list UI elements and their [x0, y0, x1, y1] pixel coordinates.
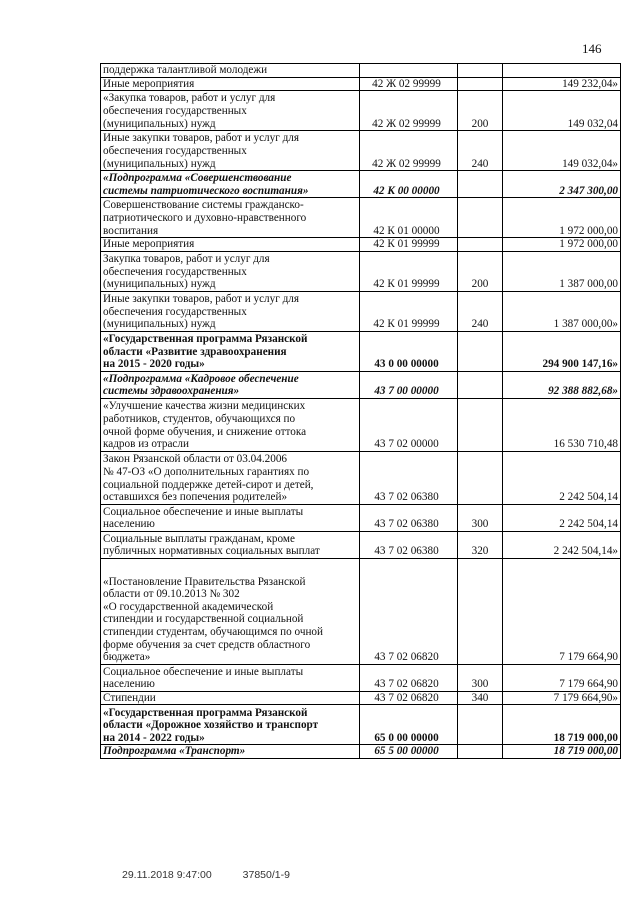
row-code-cell: 43 7 02 06380	[360, 504, 458, 531]
row-type-cell	[458, 77, 503, 91]
row-type-cell	[458, 238, 503, 252]
row-name-cell: Совершенствование системы гражданско- патриотического и духовно-нравственного воспитания	[101, 198, 360, 238]
row-amount-cell: 149 032,04	[503, 91, 621, 131]
row-code-cell: 43 0 00 00000	[360, 331, 458, 371]
row-name-cell: Иные закупки товаров, работ и услуг для обеспечения государственных (муниципальных) нужд	[101, 291, 360, 331]
table-row	[101, 77, 621, 91]
row-code-cell: 42 Ж 02 99999	[360, 91, 458, 131]
row-amount-cell: 1 387 000,00	[503, 251, 621, 291]
row-type-cell	[458, 331, 503, 371]
row-amount-cell: 92 388 882,68»	[503, 371, 621, 398]
row-code-cell: 43 7 00 00000	[360, 371, 458, 398]
row-amount-cell: 1 972 000,00	[503, 238, 621, 252]
row-type-cell: 300	[458, 504, 503, 531]
row-code-cell: 43 7 02 00000	[360, 398, 458, 451]
row-name-cell: Социальные выплаты гражданам, кроме публичных нормативных социальных выплат	[101, 531, 360, 558]
table-row	[101, 371, 621, 398]
row-code-cell: 43 7 02 06820	[360, 664, 458, 691]
row-type-cell	[458, 451, 503, 504]
row-amount-cell: 18 719 000,00	[503, 745, 621, 759]
row-amount-cell: 1 972 000,00	[503, 198, 621, 238]
row-type-cell: 300	[458, 664, 503, 691]
table-row	[101, 451, 621, 504]
row-name-cell: «Подпрограмма «Совершенствование системы патриотического воспитания»	[101, 171, 360, 198]
footer-timestamp: 29.11.2018 9:47:00	[122, 869, 212, 881]
table-row	[101, 198, 621, 238]
table-row	[101, 504, 621, 531]
row-code-cell: 42 К 01 99999	[360, 238, 458, 252]
row-amount-cell: 16 530 710,48	[503, 398, 621, 451]
row-amount-cell: 2 347 300,00	[503, 171, 621, 198]
row-type-cell	[458, 705, 503, 745]
row-name-cell: Иные мероприятия	[101, 238, 360, 252]
row-type-cell: 340	[458, 691, 503, 705]
table-row	[101, 291, 621, 331]
row-amount-cell: 1 387 000,00»	[503, 291, 621, 331]
table-row	[101, 91, 621, 131]
table-row	[101, 171, 621, 198]
table-row	[101, 705, 621, 745]
row-name-cell: Иные мероприятия	[101, 77, 360, 91]
table-row	[101, 691, 621, 705]
table-row	[101, 64, 621, 78]
row-name-cell: Стипендии	[101, 691, 360, 705]
row-name-cell: Социальное обеспечение и иные выплаты населению	[101, 504, 360, 531]
table-row	[101, 558, 621, 664]
row-code-cell: 65 0 00 00000	[360, 705, 458, 745]
row-type-cell: 200	[458, 251, 503, 291]
row-name-cell: «Постановление Правительства Рязанской области от 09.10.2013 № 302 «О государственной академической стипендии и государственной социальной стипендии студентам, обучающимся по очной форме обучения за счет средств областного бюджета»	[101, 558, 360, 664]
row-type-cell	[458, 745, 503, 759]
row-amount-cell: 149 032,04»	[503, 131, 621, 171]
row-code-cell: 42 К 00 00000	[360, 171, 458, 198]
row-code-cell: 43 7 02 06820	[360, 558, 458, 664]
row-type-cell: 240	[458, 291, 503, 331]
row-amount-cell: 2 242 504,14	[503, 451, 621, 504]
row-type-cell	[458, 198, 503, 238]
row-amount-cell: 2 242 504,14»	[503, 531, 621, 558]
row-amount-cell: 294 900 147,16»	[503, 331, 621, 371]
row-code-cell: 42 К 01 00000	[360, 198, 458, 238]
table-row	[101, 238, 621, 252]
row-name-cell: «Улучшение качества жизни медицинских работников, студентов, обучающихся по очной форме обучения, и снижение оттока кадров из отрасли	[101, 398, 360, 451]
row-code-cell: 43 7 02 06820	[360, 691, 458, 705]
row-name-cell: Закупка товаров, работ и услуг для обеспечения государственных (муниципальных) нужд	[101, 251, 360, 291]
table-row	[101, 331, 621, 371]
row-name-cell: «Подпрограмма «Кадровое обеспечение системы здравоохранения»	[101, 371, 360, 398]
table-row	[101, 745, 621, 759]
row-name-cell: Иные закупки товаров, работ и услуг для обеспечения государственных (муниципальных) нужд	[101, 131, 360, 171]
row-name-cell: поддержка талантливой молодежи	[101, 64, 360, 78]
row-type-cell	[458, 558, 503, 664]
row-amount-cell: 7 179 664,90	[503, 664, 621, 691]
row-amount-cell: 7 179 664,90»	[503, 691, 621, 705]
row-code-cell: 43 7 02 06380	[360, 531, 458, 558]
table-row	[101, 251, 621, 291]
table-row	[101, 398, 621, 451]
footer-doc-id: 37850/1-9	[242, 869, 290, 881]
table-row	[101, 531, 621, 558]
table-row	[101, 664, 621, 691]
row-amount-cell: 2 242 504,14	[503, 504, 621, 531]
budget-table	[100, 63, 621, 759]
row-code-cell	[360, 64, 458, 78]
row-name-cell: Социальное обеспечение и иные выплаты населению	[101, 664, 360, 691]
row-type-cell: 240	[458, 131, 503, 171]
page-number: 146	[582, 41, 602, 56]
row-name-cell: Подпрограмма «Транспорт»	[101, 745, 360, 759]
row-type-cell	[458, 171, 503, 198]
row-name-cell: «Государственная программа Рязанской области «Дорожное хозяйство и транспорт на 2014 - 2022 годы»	[101, 705, 360, 745]
row-code-cell: 42 К 01 99999	[360, 291, 458, 331]
row-amount-cell	[503, 64, 621, 78]
row-code-cell: 65 5 00 00000	[360, 745, 458, 759]
row-type-cell: 320	[458, 531, 503, 558]
row-amount-cell: 18 719 000,00	[503, 705, 621, 745]
row-type-cell	[458, 64, 503, 78]
row-type-cell	[458, 398, 503, 451]
table-row	[101, 131, 621, 171]
row-code-cell: 43 7 02 06380	[360, 451, 458, 504]
row-amount-cell: 149 232,04»	[503, 77, 621, 91]
footer	[122, 869, 318, 881]
row-type-cell: 200	[458, 91, 503, 131]
row-code-cell: 42 Ж 02 99999	[360, 131, 458, 171]
row-code-cell: 42 К 01 99999	[360, 251, 458, 291]
row-code-cell: 42 Ж 02 99999	[360, 77, 458, 91]
row-name-cell: «Государственная программа Рязанской области «Развитие здравоохранения на 2015 - 2020 годы»	[101, 331, 360, 371]
row-name-cell: Закон Рязанской области от 03.04.2006 № 47-ОЗ «О дополнительных гарантиях по социальной поддержке детей-сирот и детей, оставшихся без попечения родителей»	[101, 451, 360, 504]
row-name-cell: «Закупка товаров, работ и услуг для обеспечения государственных (муниципальных) нужд	[101, 91, 360, 131]
row-type-cell	[458, 371, 503, 398]
row-amount-cell: 7 179 664,90	[503, 558, 621, 664]
